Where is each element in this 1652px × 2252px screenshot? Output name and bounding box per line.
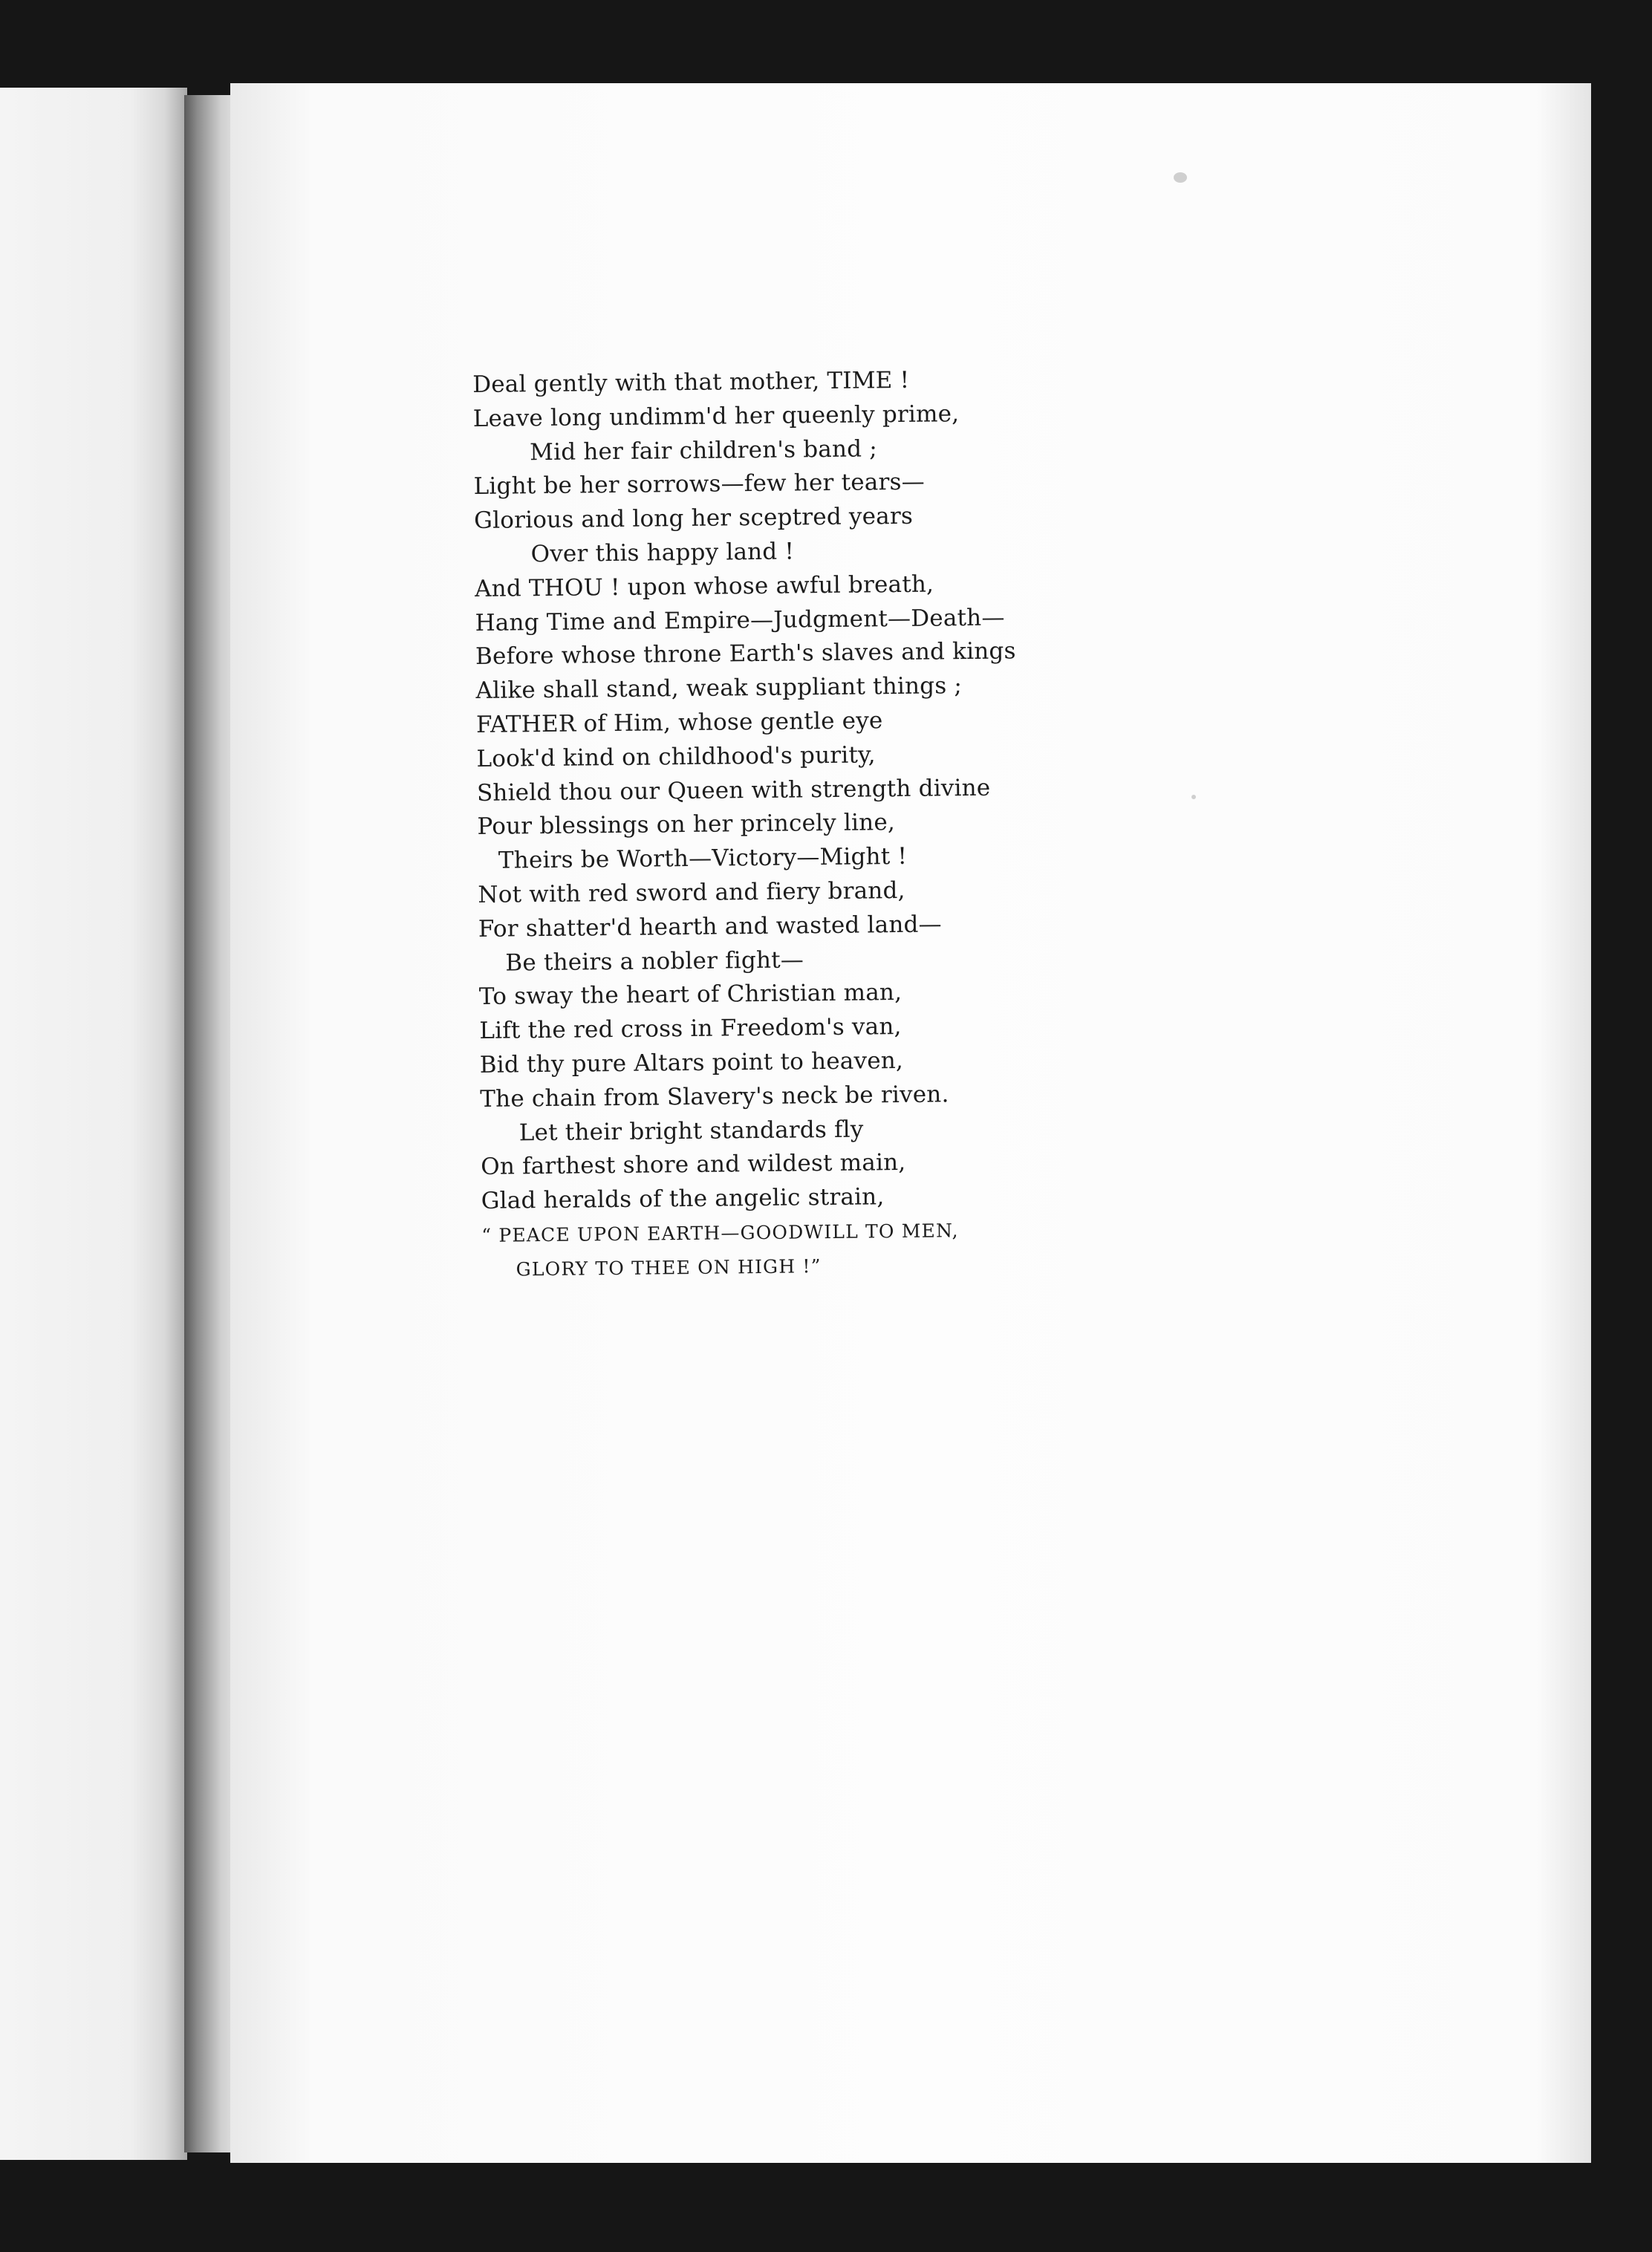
poem-line: Glorious and long her sceptred years [473,502,914,535]
poem-line: Glad heralds of the angelic strain, [481,1183,885,1215]
poem-line: And THOU ! upon whose awful breath, [474,570,934,602]
poem-line: Shield thou our Queen with strength divine [476,774,991,807]
page-speck [1174,172,1187,183]
poem-line: Theirs be Worth—Victory—Might ! [498,843,908,874]
poem-line: Hang Time and Empire—Judgment—Death— [475,604,1005,637]
left-page [0,88,187,2160]
poem-line: Deal gently with that mother, TIME ! [472,366,910,398]
poem-line: For shatter'd hearth and wasted land— [478,911,942,943]
poem-line: Be theirs a nobler fight— [505,946,804,977]
poem-line: “ PEACE UPON EARTH—GOODWILL TO MEN, [481,1220,959,1246]
page-speck [1191,795,1196,799]
poem-line: The chain from Slavery's neck be riven. [480,1081,949,1113]
poem-line: Bid thy pure Altars point to heaven, [479,1047,904,1078]
poem-line: Lift the red cross in Freedom's van, [479,1013,902,1045]
poem-line: Leave long undimm'd her queenly prime, [472,400,960,432]
poem-line: On farthest shore and wildest main, [481,1149,906,1181]
poem-text [472,362,1022,1286]
poem-line: Let their bright standards fly [518,1116,864,1146]
poem-line: Look'd kind on childhood's purity, [476,741,876,772]
poem-line: Before whose throne Earth's slaves and kings [475,637,1016,671]
poem-line: Mid her fair children's band ; [529,435,878,466]
poem-line: Pour blessings on her princely line, [477,809,896,841]
poem-line: GLORY TO THEE ON HIGH !” [516,1254,822,1280]
poem-line: Over this happy land ! [530,538,795,568]
poem-line: FATHER of Him, whose gentle eye [475,707,883,738]
poem-line: Alike shall stand, weak suppliant things ; [475,672,963,705]
poem-line: To sway the heart of Christian man, [478,979,903,1011]
poem-line: Not with red sword and fiery brand, [478,876,905,908]
poem-line: Light be her sorrows—few her tears— [473,469,925,501]
